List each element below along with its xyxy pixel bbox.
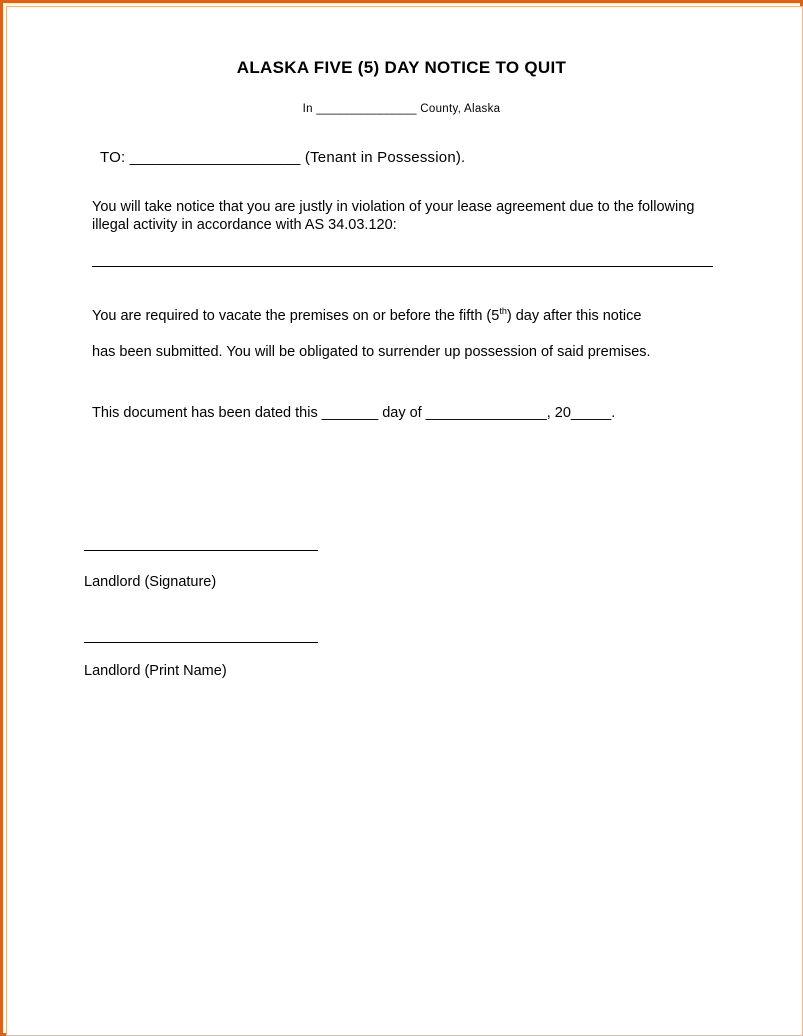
vacate-paragraph-line2: has been submitted. You will be obligated to surrender up possession of said premises. <box>92 344 651 360</box>
county-location-line: In _______________ County, Alaska <box>302 103 501 115</box>
vacate-text-before: You are required to vacate the premises on or before the fifth (5 <box>92 308 500 324</box>
document-title: ALASKA FIVE (5) DAY NOTICE TO QUIT <box>236 58 567 77</box>
violation-paragraph: You will take notice that you are justly in violation of your lease agreement due to the following illegal activity in accordance with AS 34.03.120: <box>92 199 695 233</box>
print-name-label: Landlord (Print Name) <box>84 663 227 679</box>
tenant-to-line: TO: ____________________ (Tenant in Possession). <box>100 149 466 166</box>
dated-line: This document has been dated this _______ day of _______________, 20_____. <box>92 405 616 421</box>
print-name-line <box>84 642 318 643</box>
vacate-text-after: ) day after this notice <box>506 308 642 324</box>
signature-label: Landlord (Signature) <box>84 574 217 590</box>
illegal-activity-blank-line <box>92 266 713 267</box>
vacate-paragraph-line1 <box>92 308 641 324</box>
signature-line <box>84 550 318 551</box>
ordinal-superscript: th <box>499 306 507 316</box>
